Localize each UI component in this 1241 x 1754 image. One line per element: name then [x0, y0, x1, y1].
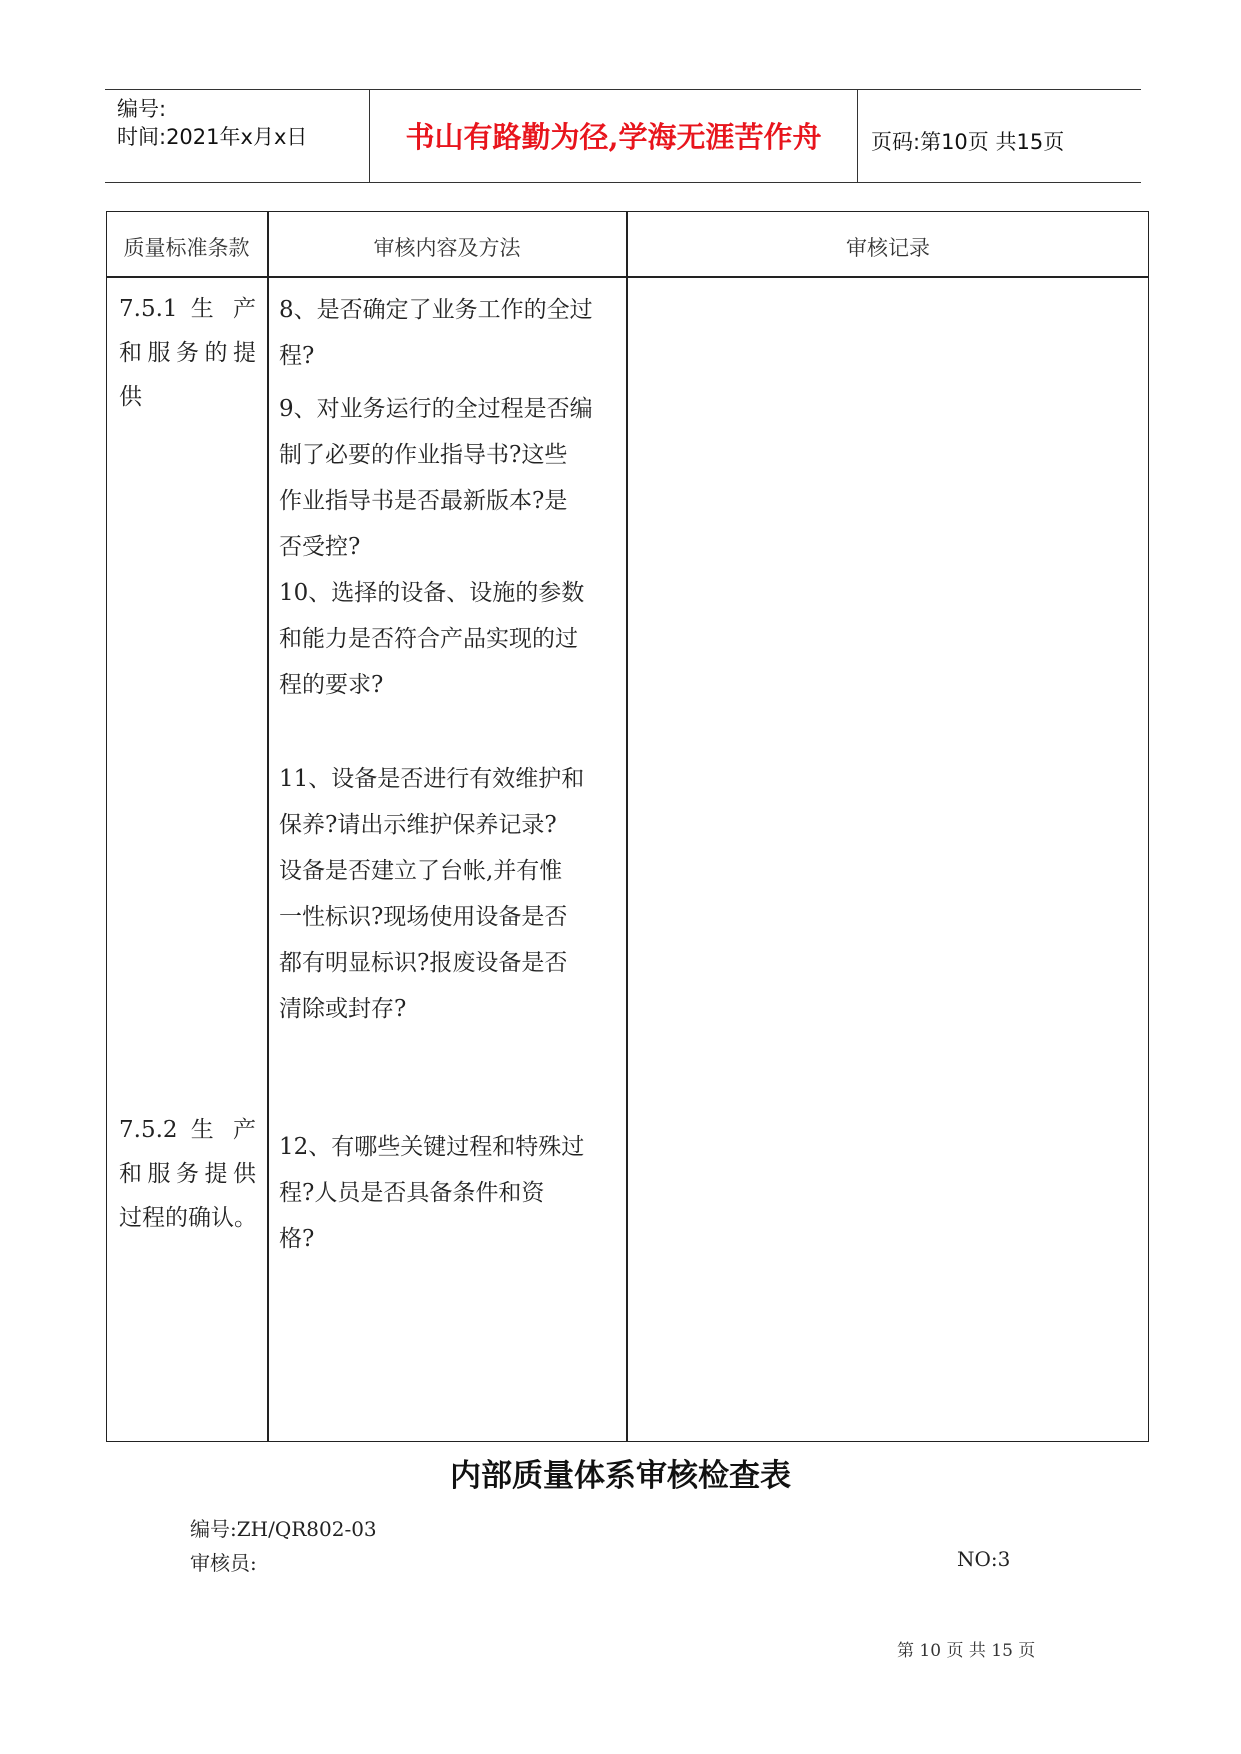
item-line: 都有明显标识?报废设备是否 — [279, 950, 568, 976]
column-header-record: 审核记录 — [846, 236, 930, 260]
header-motto: 书山有路勤为径,学海无涯苦作舟 — [405, 120, 822, 154]
item-line: 保养?请出示维护保养记录? — [279, 812, 557, 838]
item-line: 格? — [279, 1226, 315, 1252]
header-time: 时间:2021年x月x日 — [117, 125, 308, 149]
item-line: 清除或封存? — [279, 996, 407, 1022]
audit-item-12 — [279, 1124, 615, 1262]
header-top-rule — [105, 89, 1141, 90]
item-line: 程的要求? — [279, 672, 384, 698]
item-line: 程? — [279, 343, 315, 369]
clause-line: 和服务的提 — [119, 340, 256, 366]
clause-line: 和服务提供 — [119, 1161, 256, 1187]
item-line: 和能力是否符合产品实现的过 — [279, 626, 578, 652]
item-line: 作业指导书是否最新版本?是 — [279, 488, 568, 514]
clause-line: 7.5.1 生 产 — [119, 296, 256, 322]
item-line: 12、有哪些关键过程和特殊过 — [279, 1134, 585, 1160]
table-col-divider-1 — [267, 211, 269, 1442]
document-number: 编号:ZH/QR802-03 — [190, 1517, 377, 1541]
audit-item-8 — [279, 287, 615, 379]
audit-item-10 — [279, 570, 615, 708]
item-line: 制了必要的作业指导书?这些 — [279, 442, 568, 468]
column-header-content: 审核内容及方法 — [373, 236, 521, 260]
document-title: 内部质量体系审核检查表 — [450, 1458, 791, 1494]
sheet-number: NO:3 — [957, 1547, 1011, 1571]
auditor-label: 审核员: — [190, 1551, 257, 1575]
audit-record-cell[interactable] — [628, 278, 1147, 1440]
item-line: 设备是否建立了台帐,并有惟 — [279, 858, 563, 884]
clause-7-5-1 — [119, 287, 256, 419]
header-number-label: 编号: — [117, 97, 167, 121]
clause-line: 过程的确认。 — [119, 1205, 257, 1231]
clause-line: 7.5.2 生 产 — [119, 1117, 256, 1143]
column-header-clause: 质量标准条款 — [123, 236, 250, 260]
header-divider-right — [857, 89, 858, 183]
audit-item-9 — [279, 386, 615, 570]
clause-line: 供 — [119, 384, 142, 410]
item-line: 程?人员是否具备条件和资 — [279, 1180, 545, 1206]
item-line: 一性标识?现场使用设备是否 — [279, 904, 568, 930]
item-line: 8、是否确定了业务工作的全过 — [279, 297, 593, 323]
header-bottom-rule — [105, 182, 1141, 183]
item-line: 9、对业务运行的全过程是否编 — [279, 396, 593, 422]
header-page-info: 页码:第10页 共15页 — [871, 130, 1065, 154]
page-footer: 第 10 页 共 15 页 — [897, 1641, 1036, 1661]
clause-7-5-2 — [119, 1108, 256, 1240]
item-line: 10、选择的设备、设施的参数 — [279, 580, 585, 606]
item-line: 11、设备是否进行有效维护和 — [279, 766, 585, 792]
item-line: 否受控? — [279, 534, 361, 560]
audit-item-11 — [279, 756, 615, 1032]
